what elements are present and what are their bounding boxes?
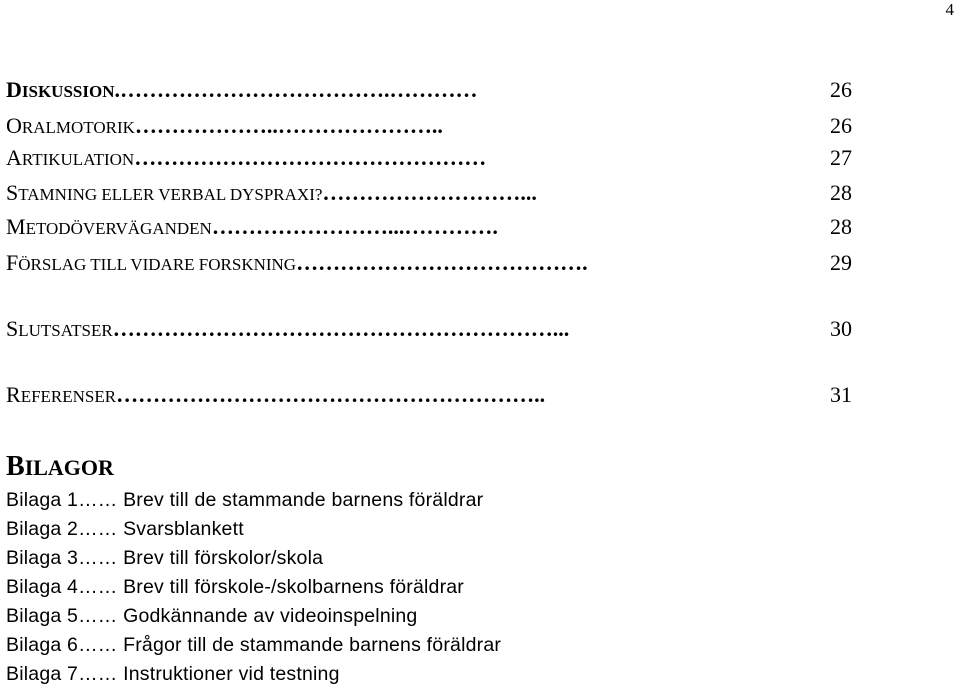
toc-entry-artikulation[interactable]: ARTIKULATION…………………………………………: [6, 145, 487, 170]
appendix-description: Godkännande av videoinspelning: [123, 605, 418, 627]
appendix-description: Svarsblankett: [123, 518, 244, 540]
toc-entry-slutsatser[interactable]: SLUTSATSER……………………………………………………...: [6, 316, 570, 341]
toc-entry-oralmotorik[interactable]: ORALMOTORIK………………..…………………..: [6, 113, 443, 138]
toc-page-number: 26: [830, 113, 852, 138]
appendix-label: Bilaga 4……: [6, 576, 118, 598]
toc-page-number: 30: [830, 316, 852, 341]
appendix-label: Bilaga 3……: [6, 547, 118, 569]
appendix-label: Bilaga 2……: [6, 518, 118, 540]
toc-page-number: 26: [830, 77, 852, 102]
toc-page-number: 28: [830, 180, 852, 205]
toc-entry-diskussion[interactable]: DISKUSSION.……………………………….…………: [6, 77, 478, 102]
appendix-item[interactable]: [6, 604, 417, 628]
appendix-item[interactable]: [6, 575, 464, 599]
appendix-description: Brev till förskole-/skolbarnens föräldrar: [123, 576, 465, 598]
toc-entry-referenser[interactable]: REFERENSER…………………………………………………..: [6, 382, 546, 407]
appendix-description: Instruktioner vid testning: [123, 663, 340, 685]
toc-page-number: 29: [830, 250, 852, 275]
appendix-description: Brev till förskolor/skola: [123, 547, 324, 569]
appendix-item[interactable]: [6, 517, 244, 541]
page-number: 4: [945, 0, 954, 19]
toc-page-number: 28: [830, 214, 852, 239]
appendix-description: Brev till de stammande barnens föräldrar: [123, 489, 484, 511]
toc-entry-forslag[interactable]: FÖRSLAG TILL VIDARE FORSKNING………………………………….: [6, 250, 588, 275]
appendix-item[interactable]: [6, 633, 501, 657]
appendix-item[interactable]: [6, 488, 483, 512]
toc-page-number: 27: [830, 145, 852, 170]
appendix-label: Bilaga 6……: [6, 634, 118, 656]
appendix-item[interactable]: [6, 662, 340, 686]
toc-page-number: 31: [830, 382, 852, 407]
appendix-label: Bilaga 1……: [6, 489, 118, 511]
toc-entry-stamning[interactable]: STAMNING ELLER VERBAL DYSPRAXI?………………………...: [6, 180, 537, 205]
appendix-description: Frågor till de stammande barnens föräldrar: [123, 634, 502, 656]
appendix-label: Bilaga 7……: [6, 663, 118, 685]
appendix-label: Bilaga 5……: [6, 605, 118, 627]
appendix-item[interactable]: [6, 546, 323, 570]
appendices-heading: BILAGOR: [6, 451, 114, 482]
toc-entry-metodovervaganden[interactable]: METODÖVERVÄGANDEN……………………...………….: [6, 214, 498, 239]
